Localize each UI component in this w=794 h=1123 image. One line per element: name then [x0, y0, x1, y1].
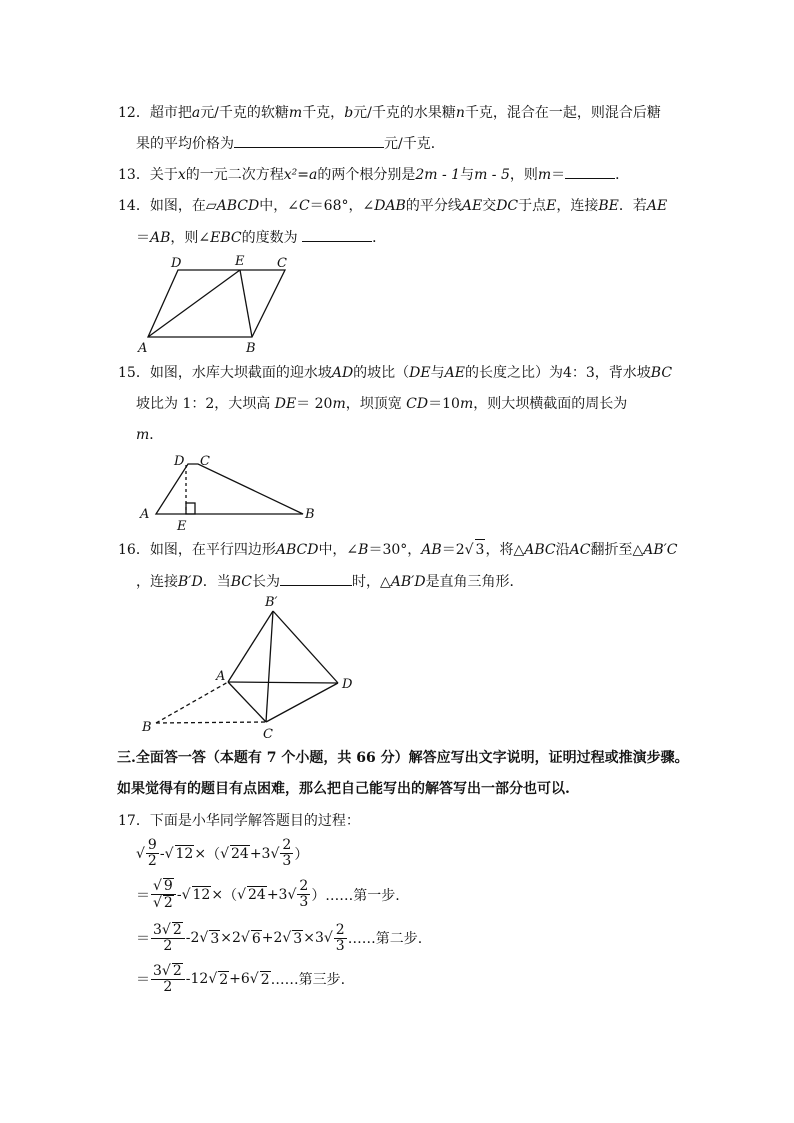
q15-line3: m．	[136, 427, 164, 443]
segment-b-prime-c	[266, 611, 273, 722]
question-number: 16．	[118, 542, 150, 558]
q12-line2: 果的平均价格为 元/千克．	[136, 133, 445, 154]
q17-step1: ＝ $\frac{√ 9}{√ 2}$ - √ 12 × （ √ 24 + 3 √ $\frac{2}{3}$ ）……第一步.	[136, 878, 400, 911]
q14-line1: 14．如图，在▱ABCD中，∠C＝68°，∠DAB的平分线AE交DC于点E，连接BE．若AE	[118, 198, 668, 214]
label-e: E	[177, 519, 187, 534]
q16-line1: 16．如图，在平行四边形ABCD中，∠B＝30°，AB＝2√ 3，将△ABC沿AC翻折至△AB′C	[118, 539, 678, 560]
q15-line2: 坡比为 1：2，大坝高 DE＝ 20m，坝顶宽 CD＝10m，则大坝横截面的周长为	[136, 396, 628, 412]
question-number: 17．	[118, 813, 150, 829]
question-number: 14．	[118, 198, 150, 214]
q14-line2: ＝AB，则∠EBC的度数为 ．	[136, 227, 386, 248]
label-b: B	[305, 507, 315, 522]
q17-intro: 17．下面是小华同学解答题目的过程：	[118, 813, 360, 829]
q12-line1: 12．超市把a元/千克的软糖m千克，b元/千克的水果糖n千克，混合在一起，则混合后糖	[118, 105, 661, 121]
q17-step3: ＝ $\frac{3√ 2}{2}$ -12 √ 2 +6 √ 2 ……第三步.	[136, 963, 346, 995]
question-number: 15．	[118, 365, 150, 381]
segment-ac	[228, 682, 266, 722]
label-e: E	[235, 254, 245, 269]
label-c: C	[200, 454, 210, 469]
label-d: D	[174, 454, 185, 469]
q16-line2: ，连接B′D．当BC长为 时，△AB′D是直角三角形．	[136, 571, 524, 592]
label-c: C	[263, 727, 273, 742]
segment-ab-dashed	[156, 682, 228, 723]
segment-dp	[273, 611, 338, 683]
label-b: B	[142, 720, 152, 735]
label-a: A	[140, 507, 150, 522]
section-heading: 三.全面答一答（本题有 7 个小题，共 66 分）解答应写出文字说明，证明过程或推演步骤。	[117, 750, 689, 766]
question-number: 13．	[118, 167, 150, 183]
segment-cd	[266, 683, 338, 722]
q17-expression: √ $\frac{9}{2}$ - √ 12 × （ √ 24 + 3 √ $\frac{2}{3}$ ）	[136, 837, 309, 869]
section-note: 如果觉得有的题目有点困难，那么把自己能写出的解答写出一部分也可以.	[117, 781, 570, 797]
label-a: A	[216, 669, 226, 684]
label-b: B	[246, 341, 256, 356]
question-number: 12．	[118, 105, 150, 121]
q13-line: 13．关于x的一元二次方程x²=a的两个根分别是2m - 1与m - 5，则m＝ ．	[118, 164, 629, 185]
label-c: C	[277, 256, 287, 271]
label-a: A	[138, 341, 148, 356]
segment-ab-prime	[228, 611, 273, 682]
label-b-prime: B′	[265, 595, 278, 610]
segment-bc-dashed	[156, 722, 266, 723]
label-d: D	[342, 677, 353, 692]
q17-step2: ＝ $\frac{3√ 2}{2}$ -2 √ 3 ×2 √ 6 +2 √ 3 ×3 √ $\frac{2}{3}$ ……第二步.	[136, 921, 423, 954]
q15-line1: 15．如图，水库大坝截面的迎水坡AD的坡比（DE与AE的长度之比）为4：3，背水坡BC	[118, 365, 673, 381]
segment-ad	[228, 682, 338, 683]
label-d: D	[171, 256, 182, 271]
